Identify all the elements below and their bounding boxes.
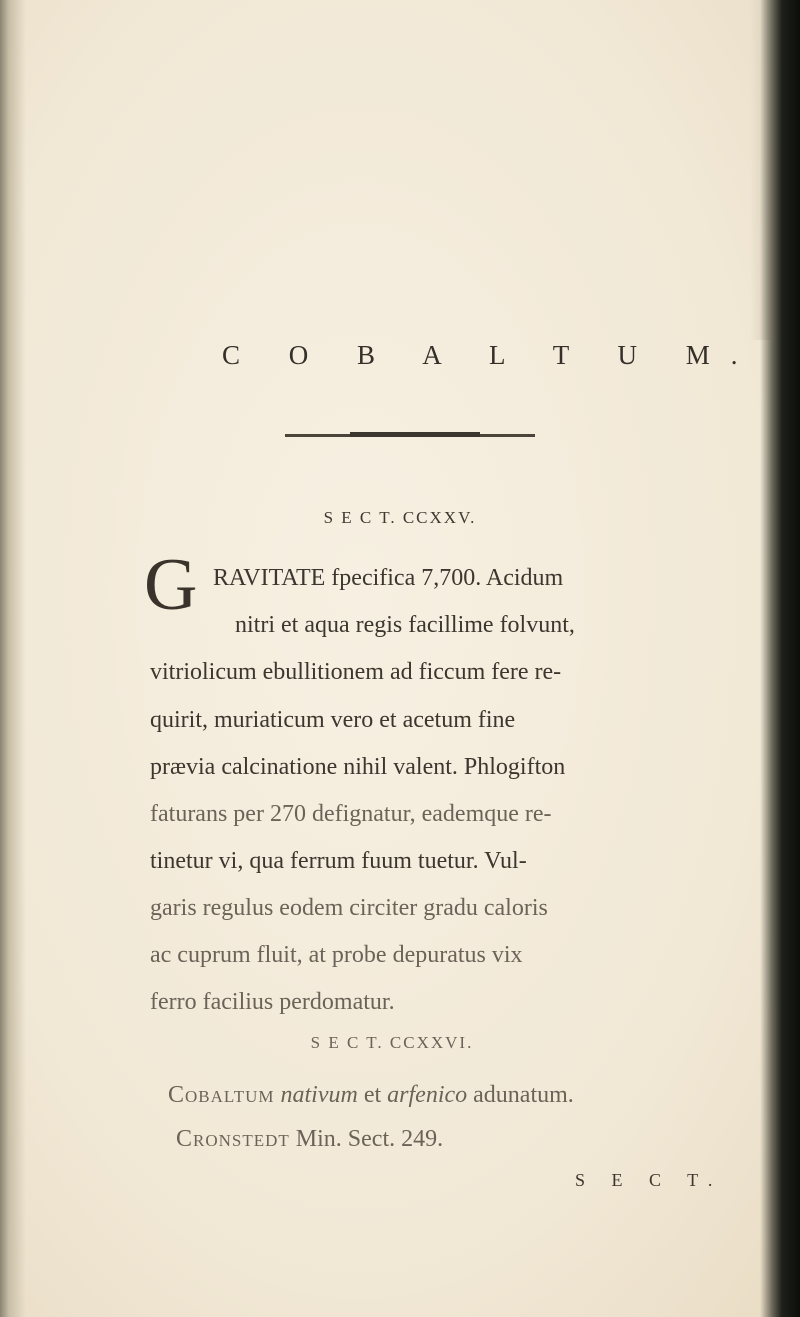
catchword: S E C T. [575,1170,724,1190]
word-adunatum: adunatum. [473,1082,574,1108]
word-et: et [363,1082,382,1108]
paragraph-line: RAVITATE fpecifica 7,700. Acidum [213,565,564,591]
section-heading-ccxxvi: S E C T. CCXXVI. [310,1033,474,1052]
paragraph-line: nitri et aqua regis facillime folvunt, [235,612,575,638]
section-heading-ccxxv: S E C T. CCXXV. [323,508,477,527]
paragraph-line: quirit, muriaticum vero et acetum fine [150,707,516,733]
term-nativum: nativum [280,1082,358,1108]
title-rule-thick [350,432,480,437]
paragraph-line: prævia calcinatione nihil valent. Phlogifton [150,754,566,780]
citation-author: Cronstedt [176,1126,290,1152]
page-edge-dark [760,0,800,1317]
paragraph-line: tinetur vi, qua ferrum fuum tuetur. Vul- [150,848,527,874]
paragraph-line: faturans per 270 defignatur, eademque re- [150,801,552,827]
drop-cap: G [144,544,198,626]
paragraph-line: ac cuprum fluit, at probe depuratus vix [150,942,523,968]
citation-reference: Min. Sect. 249. [295,1126,444,1152]
paragraph-line: garis regulus eodem circiter gradu caloris [150,895,548,921]
term-cobaltum: Cobaltum [168,1082,275,1108]
citation-line [176,1124,443,1154]
running-title: C O B A L T U M. [222,340,759,370]
term-arfenico: arfenico [387,1082,468,1108]
paragraph-line: vitriolicum ebullitionem ad ficcum fere re- [150,659,562,685]
paragraph-line-cobaltum [168,1080,574,1110]
binding-shadow [0,0,26,1317]
paragraph-line: ferro facilius perdomatur. [150,989,395,1015]
